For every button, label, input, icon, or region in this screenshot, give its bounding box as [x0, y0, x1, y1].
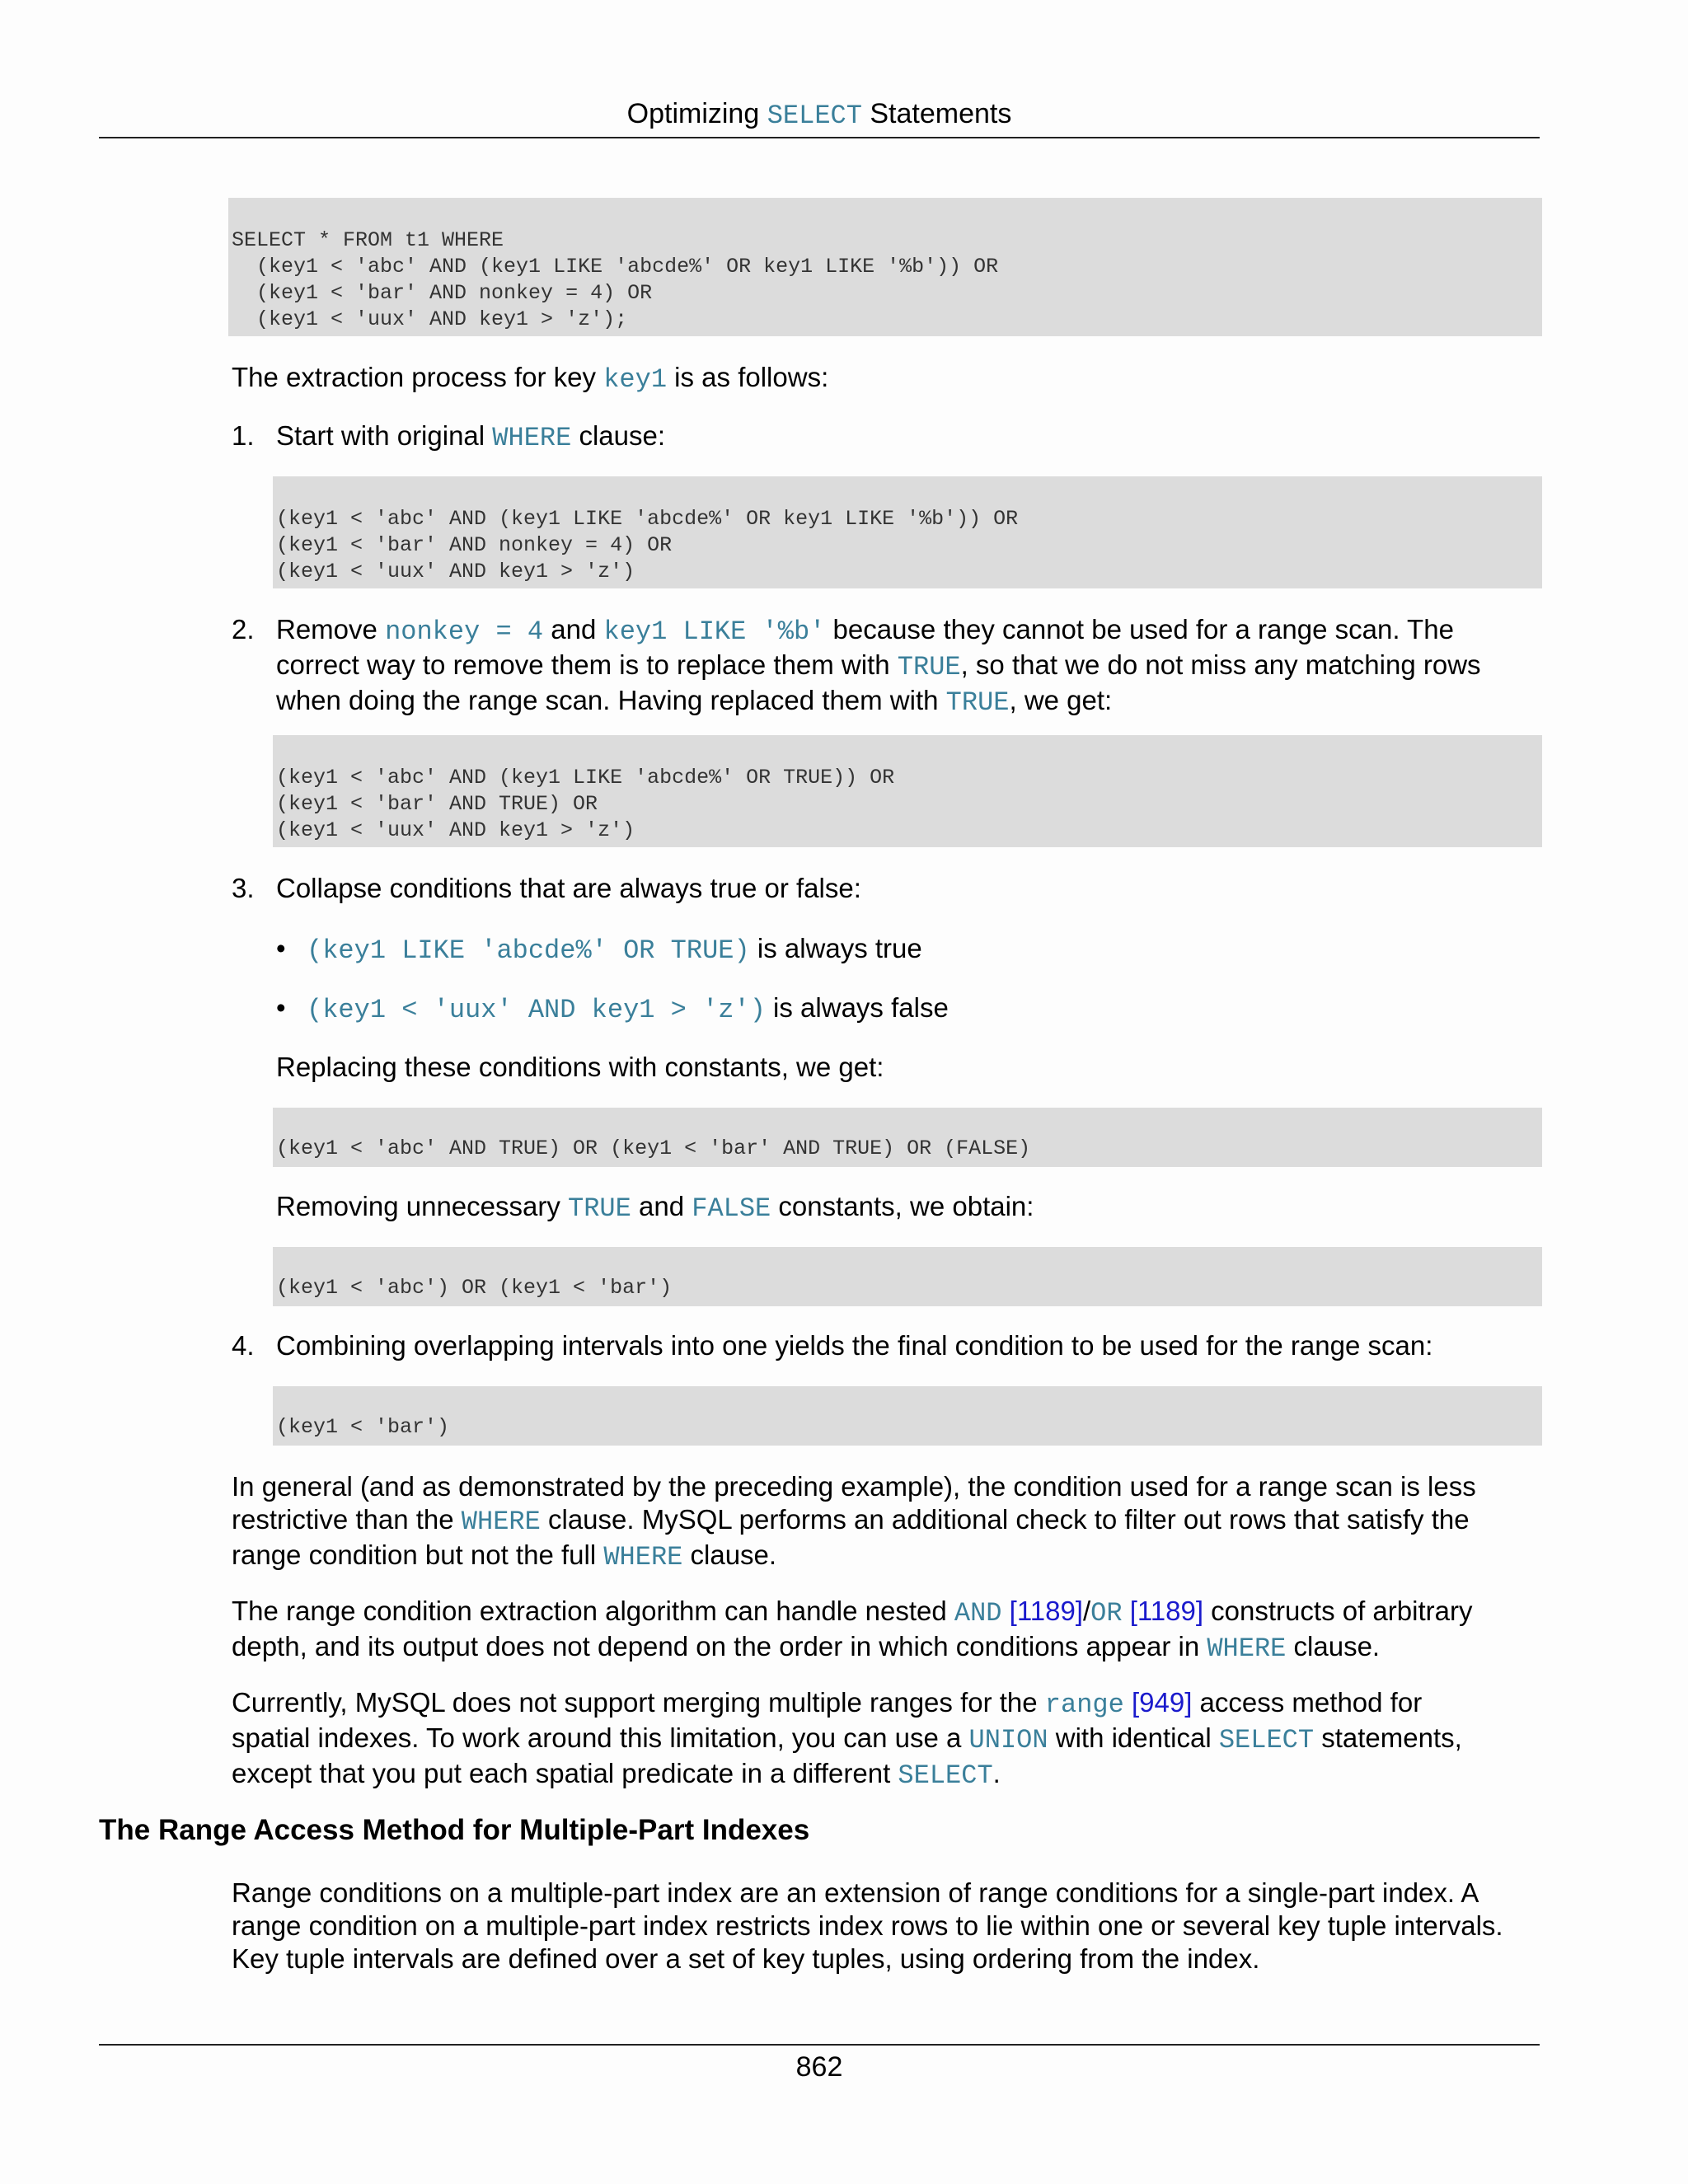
- step-1-text-b: clause:: [571, 420, 666, 451]
- code-block-step-1: (key1 < 'abc' AND (key1 LIKE 'abcde%' OR key1 LIKE '%b')) OR (key1 < 'bar' AND nonkey = 4) OR (key1 < 'uux' AND key1 > 'z'): [273, 476, 1542, 588]
- general-line-3: [232, 1539, 1476, 1574]
- paragraph-multi-part: [232, 1877, 1503, 1975]
- removing-text-a: Removing unnecessary: [276, 1191, 569, 1221]
- nested-slash: /: [1082, 1596, 1091, 1626]
- general-keyword-1: WHERE: [461, 1507, 541, 1537]
- spatial-text-2a: spatial indexes. To work around this limitation, you can use a: [232, 1722, 969, 1753]
- nested-text-2b: clause.: [1286, 1631, 1381, 1661]
- step-2-keyword-2: key1 LIKE '%b': [603, 616, 826, 647]
- code-block-step-3a: (key1 < 'abc' AND TRUE) OR (key1 < 'bar' AND TRUE) OR (FALSE): [273, 1108, 1542, 1167]
- step-3-removing-text: [276, 1190, 1034, 1226]
- spatial-text-3a: except that you put each spatial predicate in a different: [232, 1758, 898, 1788]
- section-heading: The Range Access Method for Multiple-Part Indexes: [99, 1814, 810, 1846]
- nested-text-1b: constructs of arbitrary: [1203, 1596, 1473, 1626]
- reference-link-or[interactable]: [1189]: [1122, 1596, 1204, 1626]
- step-2-keyword-4: TRUE: [945, 687, 1010, 718]
- spatial-text-2b: with identical: [1048, 1722, 1219, 1753]
- nested-line-2: [232, 1630, 1472, 1666]
- intro-keyword: key1: [603, 364, 668, 395]
- step-2-line-1: [276, 613, 1481, 649]
- bullet-1-keyword: (key1 LIKE 'abcde%' OR TRUE): [307, 935, 750, 966]
- general-keyword-2: WHERE: [603, 1542, 683, 1572]
- spatial-keyword-range[interactable]: range: [1044, 1690, 1124, 1720]
- step-1-text: [276, 419, 665, 455]
- spatial-line-3: [232, 1757, 1462, 1793]
- removing-keyword-true: TRUE: [568, 1193, 631, 1224]
- multi-line-3: Key tuple intervals are defined over a set of key tuples, using ordering from the index.: [232, 1943, 1260, 1974]
- step-1-number: 1.: [232, 420, 255, 451]
- step-2-line-2: [276, 649, 1481, 684]
- spatial-keyword-select: SELECT: [1218, 1725, 1315, 1755]
- step-2-number: 2.: [232, 614, 255, 644]
- spatial-text-2c: statements,: [1314, 1722, 1462, 1753]
- reference-link-range[interactable]: [949]: [1123, 1687, 1193, 1718]
- step-3-bullet-2: [307, 991, 949, 1027]
- intro-text-b: is as follows:: [667, 362, 829, 392]
- nested-keyword-and[interactable]: AND: [954, 1598, 1002, 1629]
- step-2-keyword-3: TRUE: [897, 652, 961, 682]
- header-keyword: SELECT: [767, 101, 862, 131]
- step-4-text: Combining overlapping intervals into one yields the final condition to be used for the range scan:: [276, 1330, 1433, 1361]
- spatial-text-1a: Currently, MySQL does not support merging multiple ranges for the: [232, 1687, 1045, 1718]
- spatial-text-1b: access method for: [1192, 1687, 1423, 1718]
- spatial-text-3b: .: [992, 1758, 1001, 1788]
- step-2-text-b: and: [543, 614, 604, 644]
- bullet-point: •: [276, 933, 286, 963]
- code-block-step-2: (key1 < 'abc' AND (key1 LIKE 'abcde%' OR TRUE)) OR (key1 < 'bar' AND TRUE) OR (key1 < 'uux' AND key1 > 'z'): [273, 735, 1542, 847]
- spatial-keyword-union: UNION: [968, 1725, 1048, 1755]
- page-header: [99, 97, 1540, 138]
- multi-line-1: Range conditions on a multiple-part index are an extension of range conditions for a single-part index. A: [232, 1877, 1479, 1908]
- bullet-2-text: is always false: [765, 992, 949, 1023]
- general-text-2a: restrictive than the: [232, 1504, 462, 1535]
- step-2-text-line3a: when doing the range scan. Having replaced them with: [276, 685, 946, 715]
- footer-divider: [99, 2044, 1540, 2046]
- step-1-keyword: WHERE: [492, 423, 572, 453]
- spatial-line-1: [232, 1686, 1462, 1722]
- step-3-number: 3.: [232, 873, 255, 903]
- step-2-keyword-1: nonkey = 4: [385, 616, 544, 647]
- step-1-text-a: Start with original: [276, 420, 493, 451]
- removing-keyword-false: FALSE: [692, 1193, 771, 1224]
- header-suffix: Statements: [861, 98, 1012, 129]
- reference-link-and[interactable]: [1189]: [1001, 1596, 1083, 1626]
- step-2-text-line3b: , we get:: [1009, 685, 1113, 715]
- paragraph-nested: [232, 1595, 1472, 1666]
- step-2-line-3: [276, 684, 1481, 719]
- step-2-text-a: Remove: [276, 614, 386, 644]
- removing-text-b: and: [631, 1191, 692, 1221]
- step-3-bullet-1: [307, 932, 922, 968]
- intro-text-a: The extraction process for key: [232, 362, 604, 392]
- intro-paragraph: [232, 361, 828, 396]
- multi-line-2: range condition on a multiple-part index restricts index rows to lie within one or several key tuple intervals.: [232, 1910, 1503, 1941]
- general-text-2b: clause. MySQL performs an additional check to filter out rows that satisfy the: [540, 1504, 1470, 1535]
- spatial-line-2: [232, 1722, 1462, 1757]
- paragraph-general: [232, 1470, 1476, 1574]
- general-text-3b: clause.: [682, 1540, 777, 1570]
- nested-text-1a: The range condition extraction algorithm can handle nested: [232, 1596, 954, 1626]
- general-line-1: In general (and as demonstrated by the preceding example), the condition used for a range scan is less: [232, 1471, 1476, 1502]
- step-2-text-c: because they cannot be used for a range scan. The: [825, 614, 1454, 644]
- paragraph-spatial: [232, 1686, 1462, 1793]
- nested-line-1: [232, 1595, 1472, 1630]
- code-block-main: SELECT * FROM t1 WHERE (key1 < 'abc' AND (key1 LIKE 'abcde%' OR key1 LIKE '%b')) OR (key1 < 'bar' AND nonkey = 4) OR (key1 < 'uux' AND key1 > 'z');: [228, 198, 1542, 336]
- page-number: 862: [795, 2051, 843, 2083]
- step-2-text: [276, 613, 1481, 719]
- general-line-2: [232, 1503, 1476, 1539]
- code-block-step-4: (key1 < 'bar'): [273, 1386, 1542, 1446]
- nested-text-2a: depth, and its output does not depend on the order in which conditions appear in: [232, 1631, 1207, 1661]
- header-prefix: Optimizing: [626, 98, 767, 129]
- bullet-point: •: [276, 992, 286, 1023]
- spatial-keyword-select-2: SELECT: [898, 1760, 993, 1791]
- nested-keyword-where: WHERE: [1207, 1633, 1287, 1664]
- step-3-text: Collapse conditions that are always true or false:: [276, 873, 861, 903]
- step-4-number: 4.: [232, 1330, 255, 1361]
- bullet-2-keyword: (key1 < 'uux' AND key1 > 'z'): [307, 995, 766, 1025]
- nested-keyword-or[interactable]: OR: [1090, 1598, 1123, 1629]
- removing-text-c: constants, we obtain:: [771, 1191, 1034, 1221]
- general-text-3a: range condition but not the full: [232, 1540, 604, 1570]
- step-3-replacing-text: Replacing these conditions with constants, we get:: [276, 1052, 884, 1082]
- step-2-text-line2a: correct way to remove them is to replace them with: [276, 649, 898, 680]
- step-2-text-line2b: , so that we do not miss any matching rows: [960, 649, 1481, 680]
- code-block-step-3b: (key1 < 'abc') OR (key1 < 'bar'): [273, 1247, 1542, 1306]
- bullet-1-text: is always true: [749, 933, 922, 963]
